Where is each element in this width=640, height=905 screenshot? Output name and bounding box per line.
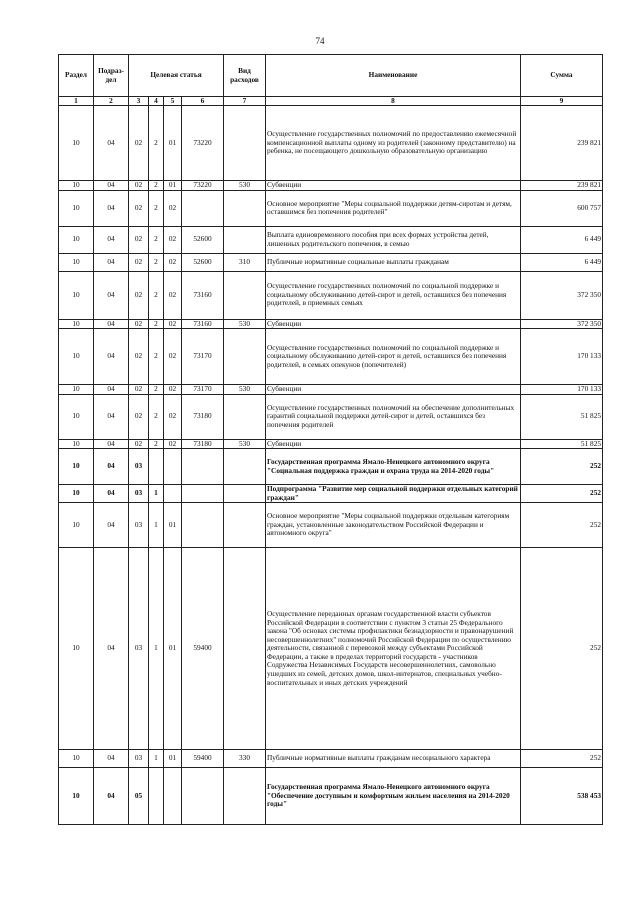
cell-podrazdel: 04 [94,226,129,253]
cell-podrazdel: 04 [94,485,129,503]
cell-podrazdel: 04 [94,768,129,825]
header-summa: Сумма [521,55,603,97]
cell-razdel: 10 [59,750,94,768]
col-number: 9 [521,97,603,106]
cell-vid-rashodov: 530 [224,319,266,329]
header-podrazdel: Подраз-дел [94,55,129,97]
cell-summa: 372 350 [521,319,603,329]
cell-razdel: 10 [59,385,94,395]
cell-podrazdel: 04 [94,106,129,181]
cell-cs4: 73160 [182,271,224,319]
cell-cs2 [149,768,164,825]
budget-table [58,54,603,825]
cell-razdel: 10 [59,271,94,319]
cell-podrazdel: 04 [94,271,129,319]
cell-naimenovanie: Подпрограмма "Развитие мер социальной поддержки отдельных категорий граждан" [266,485,521,503]
table-row [59,503,603,548]
cell-cs3 [164,768,182,825]
cell-razdel: 10 [59,439,94,449]
cell-razdel: 10 [59,253,94,271]
cell-razdel: 10 [59,106,94,181]
table-row [59,329,603,385]
cell-cs3: 02 [164,190,182,226]
cell-cs3: 01 [164,548,182,750]
cell-podrazdel: 04 [94,253,129,271]
cell-summa: 170 133 [521,329,603,385]
cell-cs3: 02 [164,253,182,271]
cell-naimenovanie: Публичные нормативные выплаты гражданам несоциального характера [266,750,521,768]
cell-vid-rashodov: 330 [224,750,266,768]
cell-vid-rashodov: 310 [224,253,266,271]
cell-summa: 372 350 [521,271,603,319]
cell-naimenovanie: Основное мероприятие "Меры социальной поддержки отдельным категориям граждан, установленные законодательством Российской Федерации и автономного округа" [266,503,521,548]
cell-cs2: 2 [149,319,164,329]
cell-cs2: 2 [149,394,164,439]
cell-cs4: 73160 [182,319,224,329]
cell-razdel: 10 [59,768,94,825]
cell-cs3 [164,485,182,503]
table-row [59,181,603,191]
cell-vid-rashodov [224,768,266,825]
cell-cs3 [164,449,182,485]
cell-cs4: 73170 [182,385,224,395]
cell-naimenovanie: Субвенции [266,439,521,449]
cell-naimenovanie: Осуществление государственных полномочий по социальной поддержке и социальному обслуживанию детей-сирот и детей, оставшихся без попечения родителей, в семьях опекунов (попечителей) [266,329,521,385]
header-celevaya-statya: Целевая статья [129,55,224,97]
cell-cs1: 05 [129,768,149,825]
table-row [59,485,603,503]
table-row [59,106,603,181]
cell-cs4: 73170 [182,329,224,385]
header-razdel: Раздел [59,55,94,97]
cell-cs1: 02 [129,271,149,319]
cell-vid-rashodov: 530 [224,181,266,191]
cell-cs2: 2 [149,226,164,253]
table-row [59,449,603,485]
cell-vid-rashodov [224,226,266,253]
cell-podrazdel: 04 [94,449,129,485]
cell-naimenovanie: Осуществление государственных полномочий по социальной поддержке и социальному обслуживанию детей-сирот и детей, оставшихся без попечения родителей, в приемных семьях [266,271,521,319]
cell-cs3: 01 [164,750,182,768]
table-header-row [59,55,603,97]
cell-vid-rashodov [224,271,266,319]
cell-cs2: 1 [149,548,164,750]
table-row [59,226,603,253]
cell-naimenovanie: Публичные нормативные социальные выплаты гражданам [266,253,521,271]
cell-cs1: 03 [129,548,149,750]
cell-vid-rashodov [224,329,266,385]
cell-vid-rashodov: 530 [224,385,266,395]
table-row [59,768,603,825]
cell-cs1: 02 [129,329,149,385]
cell-cs1: 03 [129,503,149,548]
col-number: 7 [224,97,266,106]
cell-razdel: 10 [59,503,94,548]
cell-cs1: 02 [129,394,149,439]
cell-summa: 252 [521,750,603,768]
cell-naimenovanie: Государственная программа Ямало-Ненецкого автономного округа "Обеспечение доступным и комфортным жильем населения на 2014-2020 годы" [266,768,521,825]
header-vid-rashodov: Вид расходов [224,55,266,97]
cell-cs1: 02 [129,319,149,329]
cell-cs1: 03 [129,750,149,768]
cell-podrazdel: 04 [94,439,129,449]
cell-razdel: 10 [59,329,94,385]
cell-summa: 170 133 [521,385,603,395]
cell-cs2: 1 [149,485,164,503]
cell-vid-rashodov [224,548,266,750]
header-naimenovanie: Наименование [266,55,521,97]
cell-cs3: 02 [164,394,182,439]
cell-cs3: 02 [164,271,182,319]
cell-podrazdel: 04 [94,190,129,226]
cell-summa: 252 [521,449,603,485]
cell-cs4: 59400 [182,750,224,768]
cell-cs2: 2 [149,190,164,226]
cell-cs2: 2 [149,106,164,181]
cell-summa: 252 [521,503,603,548]
cell-podrazdel: 04 [94,503,129,548]
cell-cs3: 02 [164,226,182,253]
cell-cs1: 02 [129,385,149,395]
table-row [59,439,603,449]
cell-summa: 239 821 [521,106,603,181]
cell-cs3: 01 [164,181,182,191]
col-number: 3 [129,97,149,106]
cell-podrazdel: 04 [94,181,129,191]
cell-cs1: 03 [129,449,149,485]
cell-razdel: 10 [59,181,94,191]
col-number: 2 [94,97,129,106]
cell-cs4: 73180 [182,394,224,439]
cell-cs2: 2 [149,385,164,395]
col-number: 4 [149,97,164,106]
cell-razdel: 10 [59,226,94,253]
col-number: 5 [164,97,182,106]
cell-cs1: 02 [129,226,149,253]
cell-cs2: 1 [149,503,164,548]
cell-cs3: 01 [164,503,182,548]
cell-podrazdel: 04 [94,329,129,385]
cell-cs4 [182,503,224,548]
cell-cs3: 02 [164,319,182,329]
cell-cs2: 2 [149,253,164,271]
cell-summa: 252 [521,485,603,503]
cell-vid-rashodov [224,190,266,226]
cell-cs4: 52600 [182,253,224,271]
table-row [59,750,603,768]
table-row [59,385,603,395]
cell-podrazdel: 04 [94,385,129,395]
cell-cs1: 02 [129,439,149,449]
cell-naimenovanie: Осуществление государственных полномочий на обеспечение дополнительных гарантий социальной поддержки детей-сирот и детей, оставшихся без попечения родителей [266,394,521,439]
table-row [59,271,603,319]
cell-cs2: 1 [149,750,164,768]
cell-podrazdel: 04 [94,548,129,750]
cell-cs1: 02 [129,253,149,271]
cell-cs3: 01 [164,106,182,181]
cell-cs3: 02 [164,439,182,449]
cell-cs1: 02 [129,181,149,191]
cell-summa: 51 825 [521,394,603,439]
page-number: 74 [315,36,325,46]
col-number: 8 [266,97,521,106]
cell-naimenovanie: Субвенции [266,319,521,329]
table-row [59,548,603,750]
cell-naimenovanie: Субвенции [266,385,521,395]
cell-razdel: 10 [59,485,94,503]
cell-razdel: 10 [59,548,94,750]
cell-cs2: 2 [149,329,164,385]
cell-vid-rashodov [224,503,266,548]
cell-naimenovanie: Выплата единовременного пособия при всех формах устройства детей, лишенных родительского попечения, в семью [266,226,521,253]
cell-cs2: 2 [149,439,164,449]
cell-cs4 [182,485,224,503]
cell-summa: 51 825 [521,439,603,449]
cell-cs4 [182,449,224,485]
cell-vid-rashodov [224,485,266,503]
cell-cs1: 02 [129,106,149,181]
cell-cs3: 02 [164,329,182,385]
cell-cs2 [149,449,164,485]
cell-vid-rashodov [224,449,266,485]
cell-vid-rashodov [224,106,266,181]
cell-summa: 6 449 [521,226,603,253]
cell-naimenovanie: Осуществление государственных полномочий по предоставлению ежемесячной компенсационной выплаты одному из родителей (законному представителю) на ребенка, не посещающего дошкольную образовательную организацию [266,106,521,181]
cell-naimenovanie: Государственная программа Ямало-Ненецкого автономного округа "Социальная поддержка граждан и охрана труда на 2014-2020 годы" [266,449,521,485]
cell-cs4: 73220 [182,181,224,191]
table-row [59,190,603,226]
col-number: 1 [59,97,94,106]
cell-razdel: 10 [59,319,94,329]
col-number: 6 [182,97,224,106]
cell-podrazdel: 04 [94,319,129,329]
cell-cs4: 73180 [182,439,224,449]
cell-naimenovanie: Основное мероприятие "Меры социальной поддержки детям-сиротам и детям, оставшимся без попечения родителей" [266,190,521,226]
cell-summa: 252 [521,548,603,750]
cell-vid-rashodov [224,394,266,439]
cell-summa: 600 757 [521,190,603,226]
cell-naimenovanie: Осуществление переданных органам государственной власти субъектов Российской Федерации в соответствии с пунктом 3 статьи 25 Федерального закона "Об основах системы профилактики безнадзорности и правонарушений несовершеннолетних" полномочий Российской Федерации по осуществлению деятельности, связанной с перевозкой между субъектами Российской Федерации, а также в пределах территорий государств - участников Содружества Независимых Государств несовершеннолетних, самовольно ушедших из семей, детских домов, школ-интернатов, специальных учебно-воспитательных и иных детских учреждений [266,548,521,750]
cell-summa: 239 821 [521,181,603,191]
cell-cs1: 02 [129,190,149,226]
table-row [59,319,603,329]
cell-summa: 538 453 [521,768,603,825]
column-number-row [59,97,603,106]
cell-razdel: 10 [59,394,94,439]
cell-cs3: 02 [164,385,182,395]
cell-cs4 [182,768,224,825]
cell-cs4: 59400 [182,548,224,750]
cell-cs4: 73220 [182,106,224,181]
cell-cs2: 2 [149,181,164,191]
cell-cs1: 03 [129,485,149,503]
cell-vid-rashodov: 530 [224,439,266,449]
cell-cs4: 52600 [182,226,224,253]
cell-naimenovanie: Субвенции [266,181,521,191]
cell-podrazdel: 04 [94,750,129,768]
table-row [59,253,603,271]
cell-cs2: 2 [149,271,164,319]
cell-razdel: 10 [59,190,94,226]
cell-cs4 [182,190,224,226]
cell-podrazdel: 04 [94,394,129,439]
cell-summa: 6 449 [521,253,603,271]
table-row [59,394,603,439]
cell-razdel: 10 [59,449,94,485]
